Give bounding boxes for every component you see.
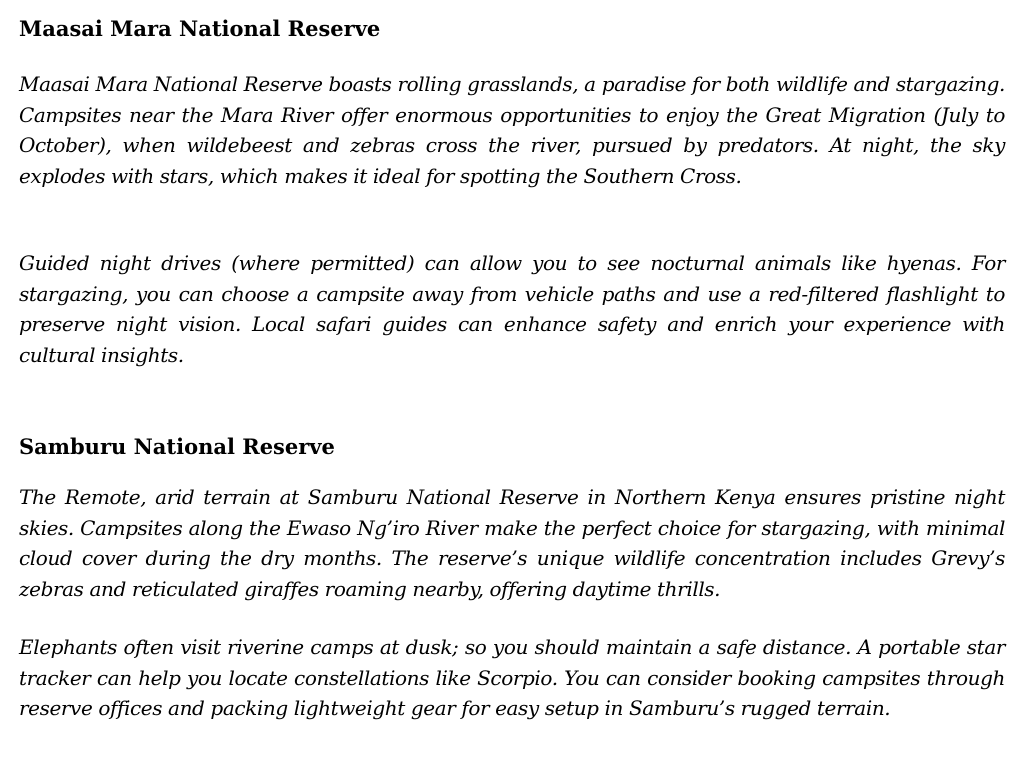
paragraph-samburu-tips: Elephants often visit riverine camps at dusk; so you should maintain a safe distance. A portable star tracker can help you locate constellations like Scorpio. You can consider booking campsites through reserve offices and packing lightweight gear for easy setup in Samburu’s rugged terrain.: [19, 635, 1005, 721]
paragraph-maasai-mara-intro: Maasai Mara National Reserve boasts rolling grasslands, a paradise for both wildlife and stargazing. Campsites near the Mara River offer enormous opportunities to enjoy the Great Migration (July to October), when wildebeest and zebras cross the river, pursued by predators. At night, the sky explodes with stars, which makes it ideal for spotting the Southern Cross.: [19, 72, 1005, 188]
section-heading-maasai-mara: Maasai Mara National Reserve: [19, 16, 381, 41]
paragraph-maasai-mara-tips: Guided night drives (where permitted) can allow you to see nocturnal animals like hyenas. For stargazing, you can choose a campsite away from vehicle paths and use a red-filtered flashlight to preserve night vision. Local safari guides can enhance safety and enrich your experience with cultural insights.: [19, 251, 1005, 367]
paragraph-samburu-intro: The Remote, arid terrain at Samburu National Reserve in Northern Kenya ensures pristine night skies. Campsites along the Ewaso Ng’iro River make the perfect choice for stargazing, with minimal cloud cover during the dry months. The reserve’s unique wildlife concentration includes Grevy’s zebras and reticulated giraffes roaming nearby, offering daytime thrills.: [19, 485, 1005, 601]
section-heading-samburu: Samburu National Reserve: [19, 434, 335, 459]
